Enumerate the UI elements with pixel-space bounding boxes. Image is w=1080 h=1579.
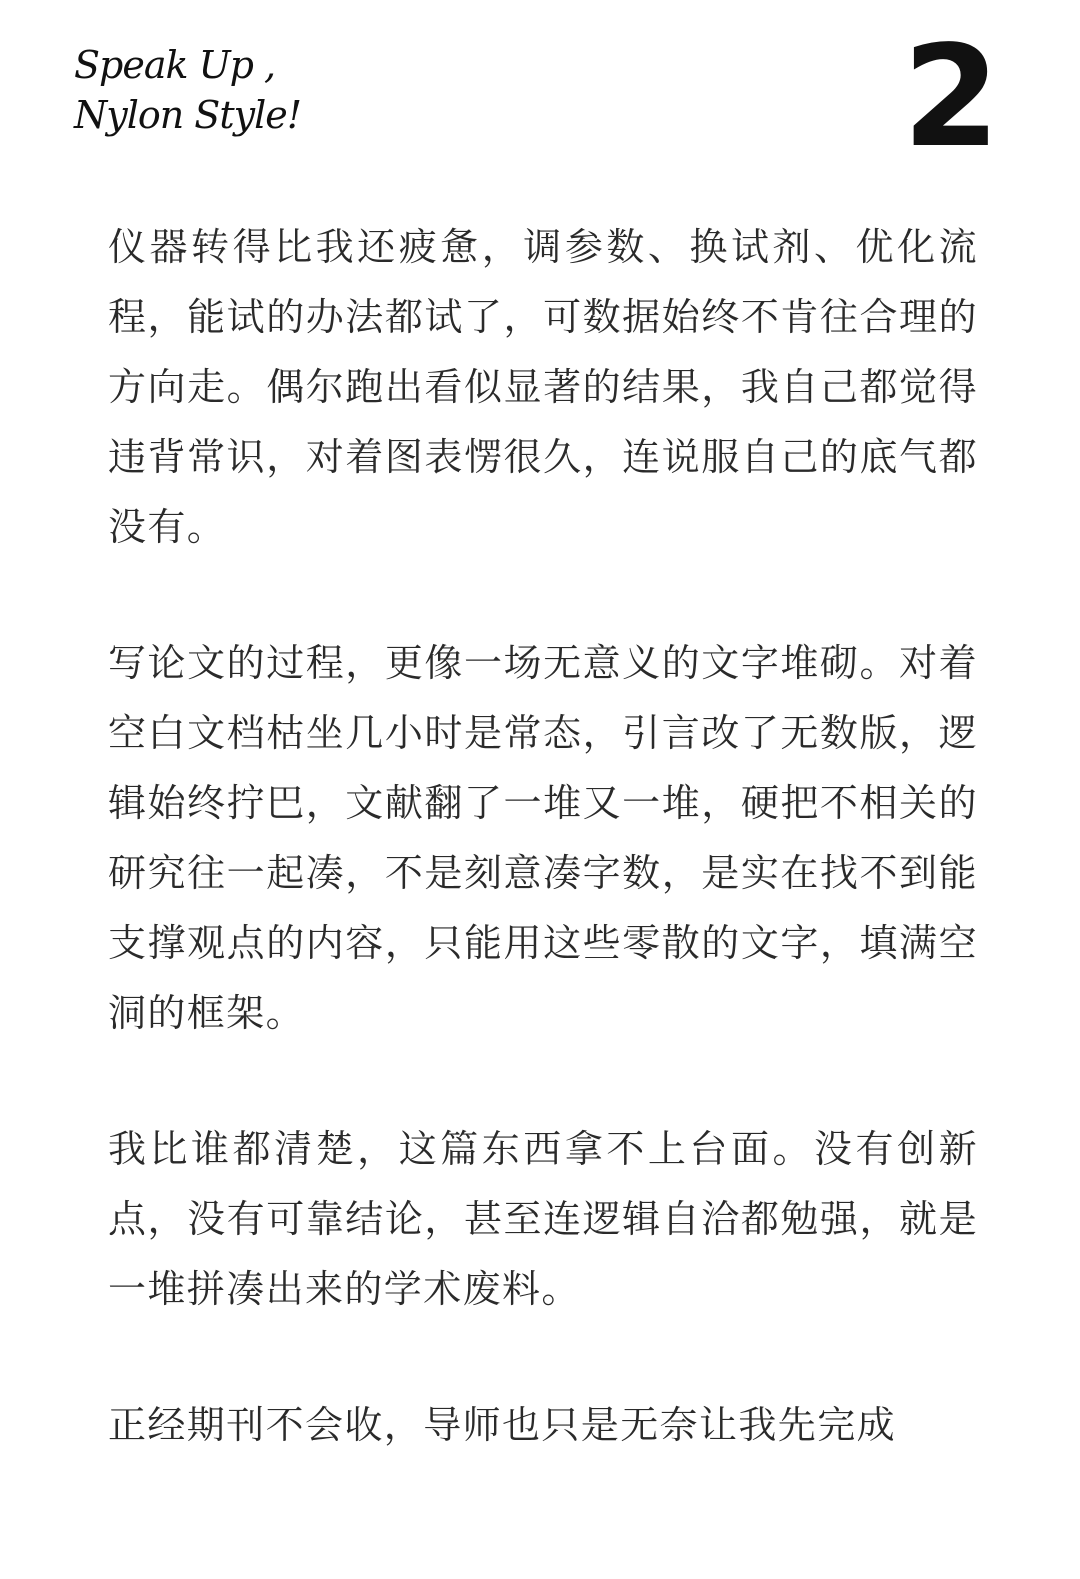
paragraph-1: 仪器转得比我还疲惫，调参数、换试剂、优化流程，能试的办法都试了，可数据始终不肯往合理的方向走。偶尔跑出看似显著的结果，我自己都觉得违背常识，对着图表愣很久，连说服自己的底气都没有。 xyxy=(108,225,978,549)
logo-line-1: Speak Up , xyxy=(74,43,276,87)
logo-line-2: Nylon Style! xyxy=(74,93,301,137)
page-header xyxy=(0,0,1080,200)
paragraph-4: 正经期刊不会收，导师也只是无奈让我先完成 xyxy=(108,1403,897,1447)
brand-logo xyxy=(74,40,344,160)
paragraph-3: 我比谁都清楚，这篇东西拿不上台面。没有创新点，没有可靠结论，甚至连逻辑自洽都勉强，就是一堆拼凑出来的学术废料。 xyxy=(108,1127,978,1311)
page-number: 2 xyxy=(902,16,1000,179)
article-body xyxy=(108,212,978,1526)
paragraph-2: 写论文的过程，更像一场无意义的文字堆砌。对着空白文档枯坐几小时是常态，引言改了无数版，逻辑始终拧巴，文献翻了一堆又一堆，硬把不相关的研究往一起凑，不是刻意凑字数，是实在找不到能支撑观点的内容，只能用这些零散的文字，填满空洞的框架。 xyxy=(108,641,978,1035)
